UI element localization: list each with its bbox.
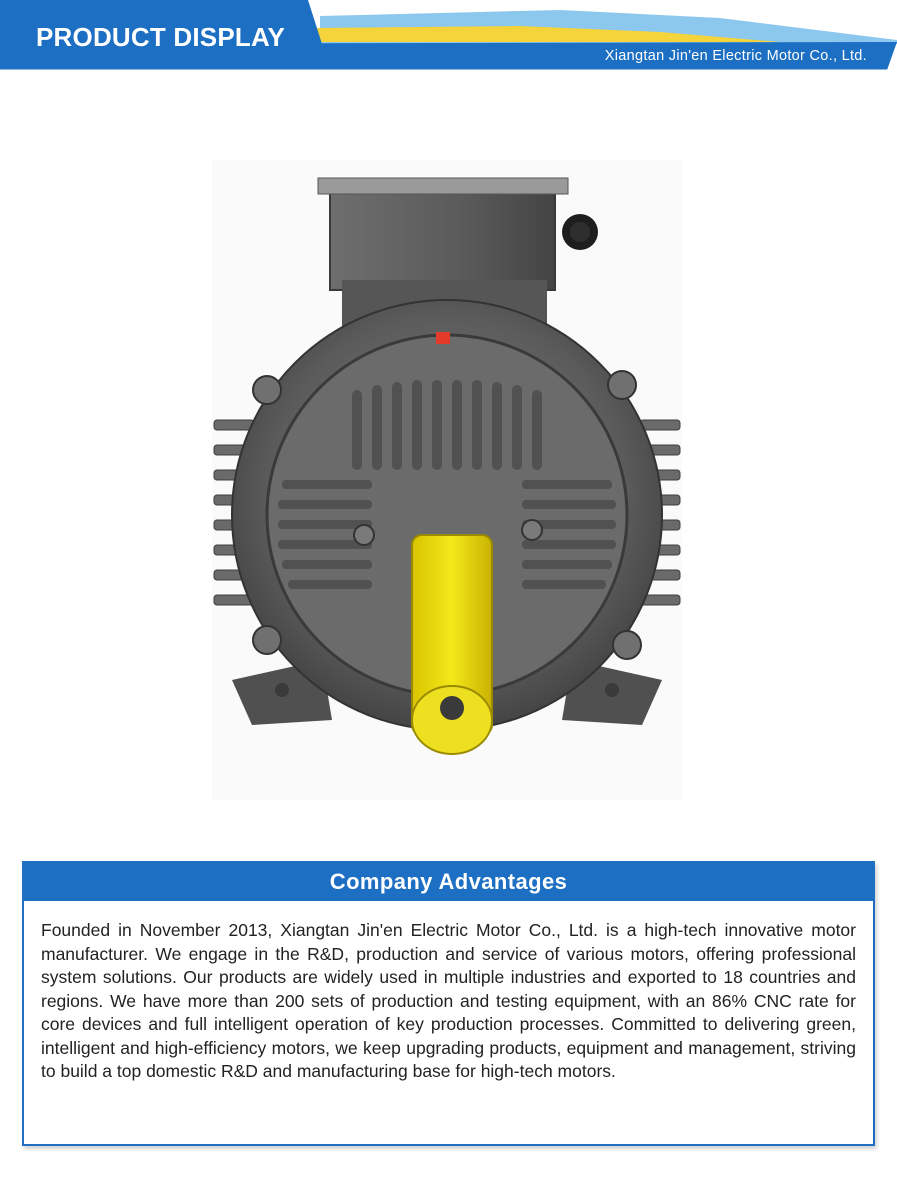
electric-motor-photo-icon (212, 160, 682, 800)
company-name: Xiangtan Jin'en Electric Motor Co., Ltd. (604, 48, 867, 64)
product-photo (212, 160, 682, 800)
page-header (0, 0, 897, 78)
company-advantages-panel (22, 861, 875, 1146)
advantages-body: Founded in November 2013, Xiangtan Jin'en Electric Motor Co., Ltd. is a high-tech innovative motor manufacturer. We engage in the R&D, production and service of various motors, offering professional system solutions. Our products are widely used in multiple industries and exported to 18 countries and regions. We have more than 200 sets of production and testing equipment, with an 86% CNC rate for core devices and full intelligent operation of key production processes. Committed to delivering green, intelligent and high-efficiency motors, we keep upgrading products, equipment and management, striving to build a top domestic R&D and manufacturing base for high-tech motors. (41, 920, 856, 1081)
page-title: PRODUCT DISPLAY (36, 22, 286, 52)
advantages-title: Company Advantages (24, 863, 873, 901)
